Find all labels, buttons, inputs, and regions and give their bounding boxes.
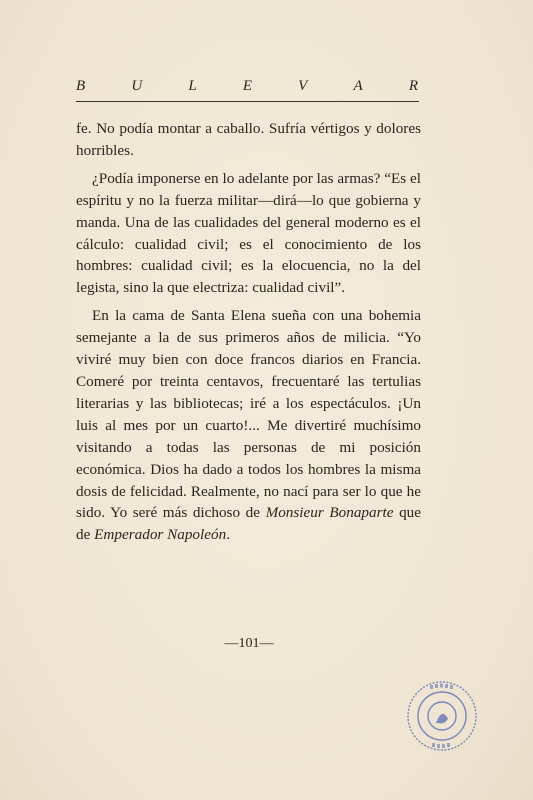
text-run: que de: [76, 504, 421, 544]
running-head-letter: V: [298, 78, 308, 94]
text-run: .: [226, 526, 230, 544]
paragraph: [76, 118, 421, 162]
running-head-letter: U: [131, 78, 143, 94]
text-run: En la cama de Santa Elena sueña con una bohemia semejante a la de sus primeros años de milicia. “Yo viviré muy bien con doce francos diarios en Francia. Comeré por treinta centavos, frecuentaré las tertulias literarias y las bibliotecas; iré a los espectáculos. ¡Un luis al mes por un cuarto!... Me divertiré muchísimo visitando a todas las personas de mi posición económica. Dios ha dado a todos los hombres la misma dosis de felicidad. Realmente, no nací para ser lo que he sido. Yo seré más dichoso de: [76, 307, 421, 522]
paragraph: [76, 305, 421, 546]
text-run: fe. No podía montar a caballo. Sufría vértigos y dolores horribles.: [76, 120, 421, 159]
running-head-letter: A: [353, 78, 363, 94]
running-head: [76, 78, 418, 95]
page-number: —101—: [224, 636, 274, 651]
header-rule: [76, 101, 419, 102]
running-head-letter: R: [408, 78, 418, 94]
italic-text: Monsieur Bonaparte: [265, 504, 394, 522]
running-head-letter: E: [242, 78, 252, 94]
running-head-letter: B: [76, 78, 86, 94]
italic-text: Emperador Napoleón: [94, 526, 227, 544]
body-text: [76, 118, 421, 546]
paragraph: [76, 168, 421, 299]
library-stamp: [404, 678, 480, 754]
running-head-letter: L: [188, 78, 197, 94]
text-run: ¿Podía imponerse en lo adelante por las armas? “Es el espíritu y no la fuerza militar—dirá—lo que gobierna y manda. Una de las cualidades del general moderno es el cálculo: cualidad civil; es el conocimiento de los hombres: cualidad civil; es la elocuencia, no la del legista, sino la que electriza: cualidad civil”.: [76, 169, 421, 297]
